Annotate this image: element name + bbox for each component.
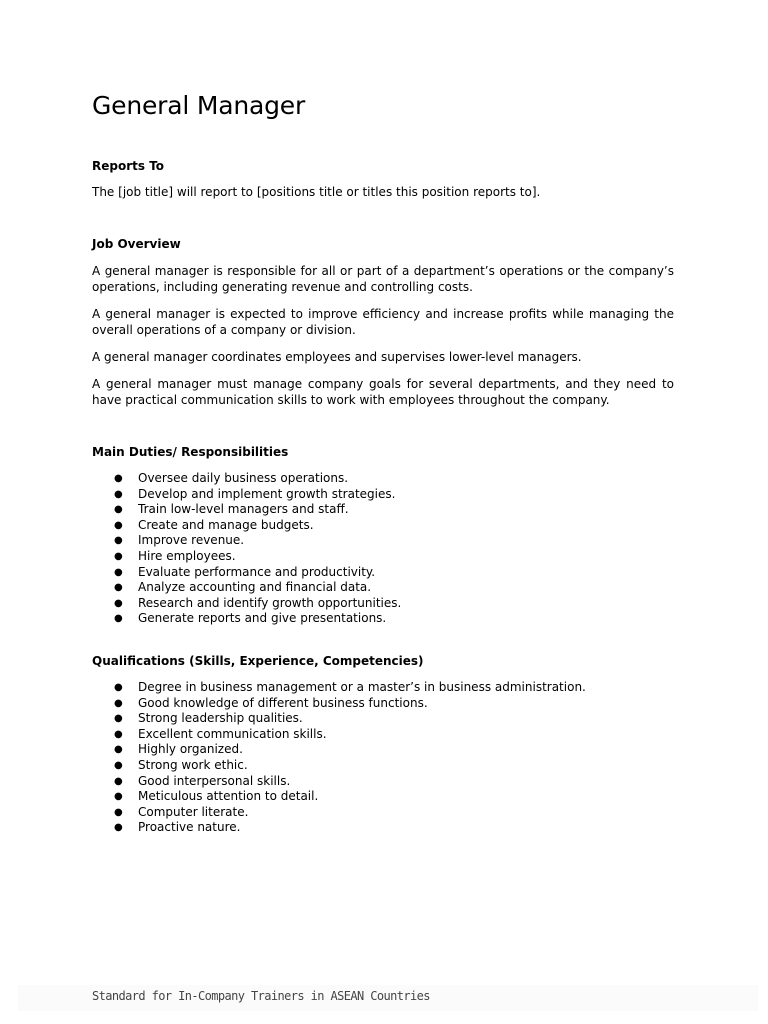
list-item: ● Train low-level managers and staff. — [92, 502, 674, 518]
document-content — [92, 92, 674, 836]
list-item: ● Degree in business management or a master’s in business administration. — [92, 680, 674, 696]
list-item: ● Create and manage budgets. — [92, 518, 674, 534]
section-heading-job-overview: Job Overview — [92, 237, 181, 251]
reports-to-text: The [job title] will report to [positions title or titles this position reports to]. — [92, 185, 541, 199]
section-heading-qualifications: Qualifications (Skills, Experience, Competencies) — [92, 653, 424, 668]
page-title: General Manager — [92, 91, 306, 120]
list-item: ● Analyze accounting and financial data. — [92, 580, 674, 596]
list-item: ● Meticulous attention to detail. — [92, 789, 674, 805]
list-item: ● Hire employees. — [92, 549, 674, 565]
list-item: ● Research and identify growth opportunities. — [92, 596, 674, 612]
section-heading-duties: Main Duties/ Responsibilities — [92, 445, 289, 459]
section-heading-reports-to: Reports To — [92, 159, 165, 173]
footer-text: Standard for In-Company Trainers in ASEAN Countries — [92, 989, 430, 1003]
list-item: ● Strong leadership qualities. — [92, 711, 674, 727]
duties-list — [92, 471, 674, 627]
job-overview-paragraph: A general manager is expected to improve efficiency and increase profits while managing the overall operations of a company or division. — [92, 307, 674, 337]
list-item: ● Highly organized. — [92, 742, 674, 758]
list-item: ● Oversee daily business operations. — [92, 471, 674, 487]
list-item: ● Improve revenue. — [92, 533, 674, 549]
list-item: ● Proactive nature. — [92, 820, 674, 836]
list-item: ● Develop and implement growth strategies. — [92, 487, 674, 503]
list-item: ● Computer literate. — [92, 805, 674, 821]
list-item: ● Good interpersonal skills. — [92, 774, 674, 790]
job-overview-paragraph: A general manager must manage company goals for several departments, and they need to have practical communication skills to work with employees throughout the company. — [92, 377, 674, 407]
page-footer — [18, 985, 758, 1011]
list-item: ● Excellent communication skills. — [92, 727, 674, 743]
list-item: ● Good knowledge of different business functions. — [92, 696, 674, 712]
list-item: ● Strong work ethic. — [92, 758, 674, 774]
job-overview-paragraph: A general manager is responsible for all or part of a department’s operations or the company’s operations, including generating revenue and controlling costs. — [92, 264, 674, 294]
list-item: ● Generate reports and give presentations. — [92, 611, 674, 627]
qualifications-list — [92, 680, 674, 836]
list-item: ● Evaluate performance and productivity. — [92, 565, 674, 581]
job-overview-paragraph: A general manager coordinates employees and supervises lower-level managers. — [92, 350, 582, 364]
